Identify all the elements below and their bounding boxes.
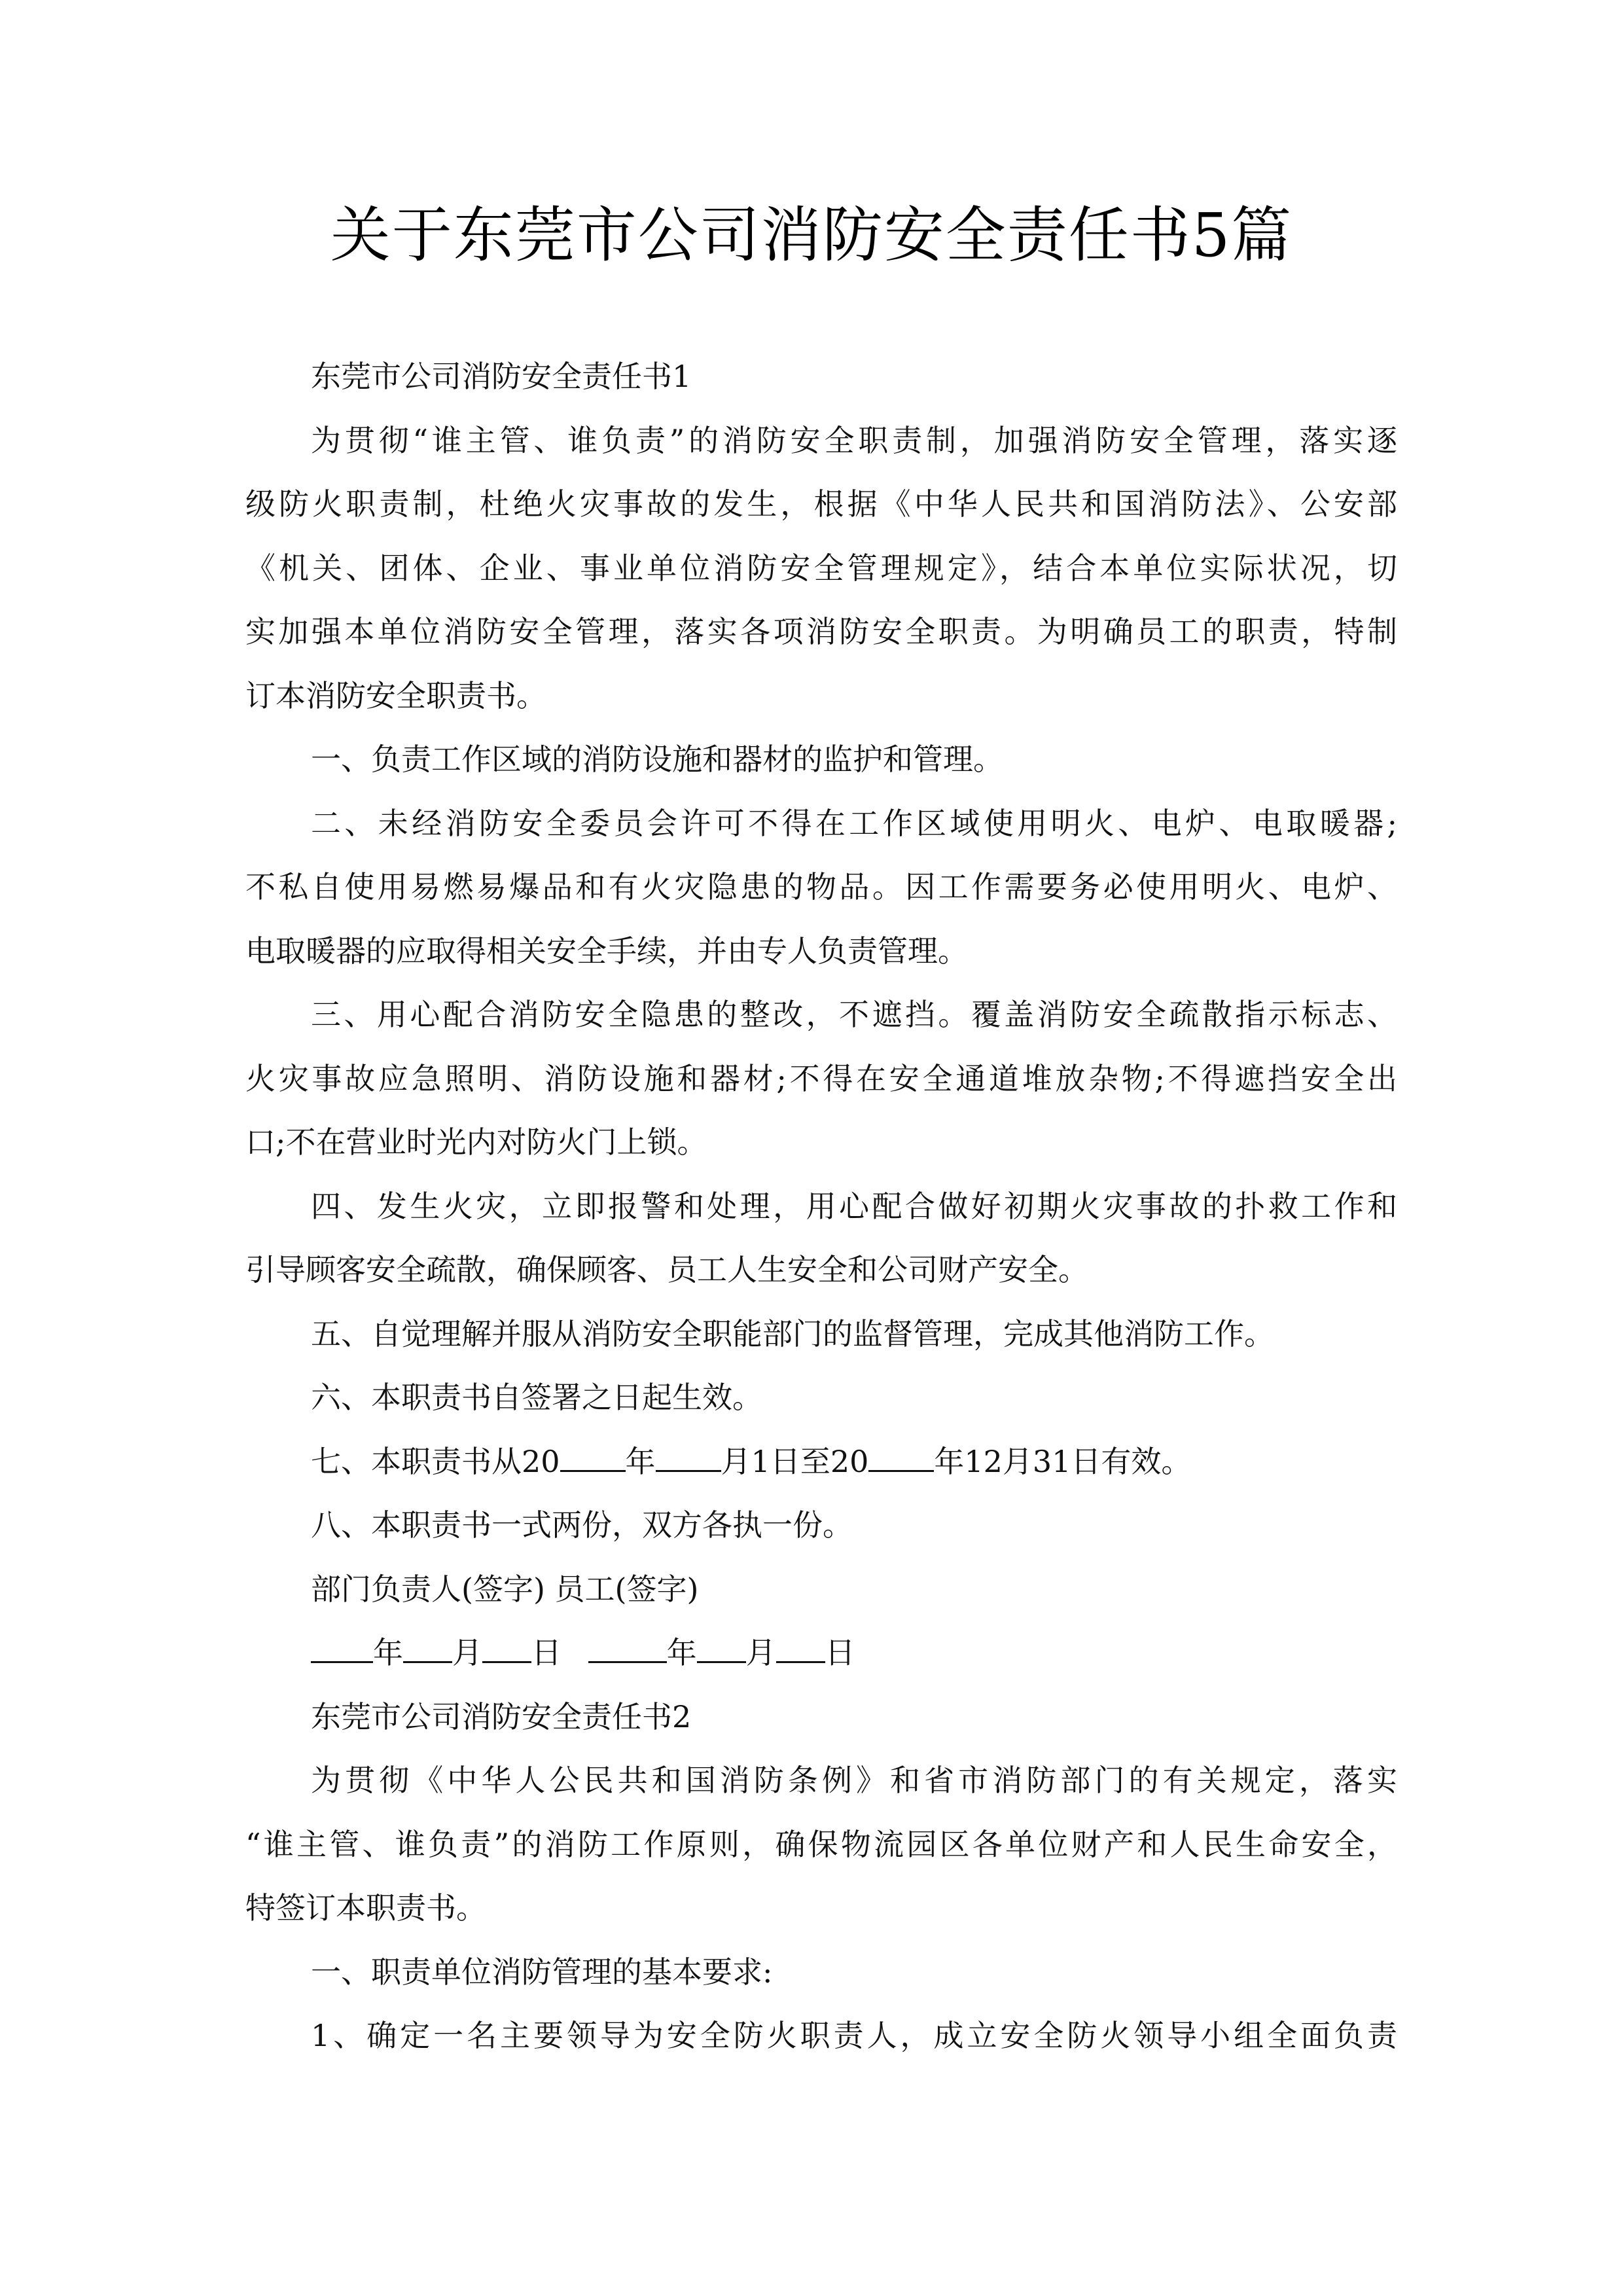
clause-line: 口;不在营业时光内对防火门上锁。 [245,1124,707,1160]
year-label: 年 [666,1635,697,1670]
section-heading: 东莞市公司消防安全责任书1 [311,359,692,394]
blank-sign-day-1[interactable] [482,1635,531,1663]
clause-line: 四、发生火灾，立即报警和处理，用心配合做好初期火灾事故的扑救工作和 [311,1188,1397,1224]
clause-line: 六、本职责书自签署之日起生效。 [311,1380,762,1415]
clause-line: 不私自使用易燃易爆品和有火灾隐患的物品。因工作需要务必使用明火、电炉、 [245,869,1397,905]
paragraph-line: 特签订本职责书。 [245,1890,486,1926]
validity-prefix: 七、本职责书从20 [311,1443,560,1479]
paragraph-line: “谁主管、谁负责”的消防工作原则，确保物流园区各单位财产和人民生命安全， [245,1826,1397,1862]
clause-line: 1、确定一名主要领导为安全防火职责人，成立安全防火领导小组全面负责 [311,2018,1397,2053]
blank-sign-day-2[interactable] [776,1635,825,1663]
month-label: 月 [452,1635,482,1670]
blank-sign-year-1[interactable] [311,1635,373,1663]
section-heading: 东莞市公司消防安全责任书2 [311,1698,692,1734]
validity-month-label: 月1日至20 [721,1443,869,1479]
validity-end-label: 年12月31日有效。 [934,1443,1192,1479]
month-label: 月 [745,1635,776,1670]
clause-line: 三、用心配合消防安全隐患的整改，不遮挡。覆盖消防安全疏散指示标志、 [311,997,1397,1032]
paragraph-line: 为贯彻“谁主管、谁负责”的消防安全职责制，加强消防安全管理，落实逐 [311,422,1397,458]
clause-line: 一、职责单位消防管理的基本要求: [311,1954,773,1990]
blank-end-year[interactable] [868,1444,934,1472]
document-body [245,345,1397,2068]
clause-line: 二、未经消防安全委员会许可不得在工作区域使用明火、电炉、电取暖器; [311,805,1397,841]
document-title: 关于东莞市公司消防安全责任书5篇 [330,200,1293,270]
clause-line: 五、自觉理解并服从消防安全职能部门的监督管理，完成其他消防工作。 [311,1316,1274,1352]
clause-line: 一、负责工作区域的消防设施和器材的监护和管理。 [311,742,1003,777]
clause-line: 电取暖器的应取得相关安全手续，并由专人负责管理。 [245,933,968,969]
paragraph-line: 级防火职责制，杜绝火灾事故的发生，根据《中华人民共和国消防法》、公安部 [245,486,1397,522]
day-label: 日 [531,1635,562,1670]
blank-start-month[interactable] [656,1444,721,1472]
validity-clause [245,1430,1397,1494]
paragraph-line: 为贯彻《中华人公民共和国消防条例》和省市消防部门的有关规定，落实 [311,1763,1397,1798]
clause-line: 八、本职责书一式两份，双方各执一份。 [311,1507,853,1543]
paragraph-line: 《机关、团体、企业、事业单位消防安全管理规定》，结合本单位实际状况，切 [245,550,1397,586]
signature-labels: 部门负责人(签字) 员工(签字) [311,1571,699,1607]
blank-sign-year-2[interactable] [588,1635,667,1663]
paragraph-line: 实加强本单位消防安全管理，落实各项消防安全职责。为明确员工的职责，特制 [245,614,1397,649]
clause-line: 引导顾客安全疏散，确保顾客、员工人生安全和公司财产安全。 [245,1252,1088,1287]
validity-year-label: 年 [625,1443,656,1479]
blank-start-year[interactable] [560,1444,626,1472]
blank-sign-month-2[interactable] [697,1635,746,1663]
year-label: 年 [373,1635,403,1670]
blank-sign-month-1[interactable] [403,1635,452,1663]
paragraph-line: 订本消防安全职责书。 [245,677,546,713]
signature-dates [245,1621,1397,1685]
day-label: 日 [825,1635,855,1670]
clause-line: 火灾事故应急照明、消防设施和器材;不得在安全通道堆放杂物;不得遮挡安全出 [245,1060,1397,1096]
